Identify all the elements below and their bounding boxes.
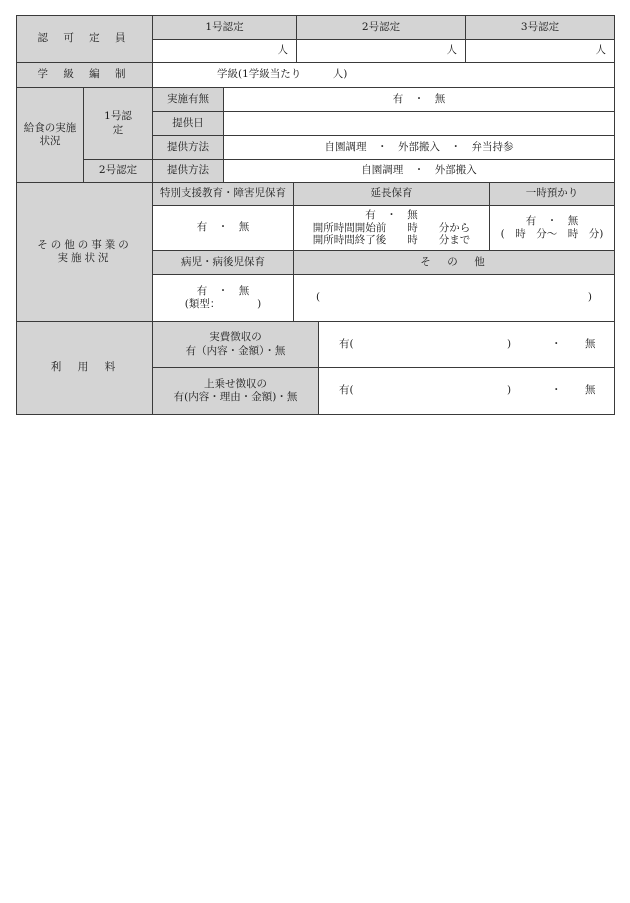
meal-method2-value[interactable]: 自園調理 ・ 外部搬入 (223, 159, 615, 183)
misc-label: そ の 他 (293, 250, 615, 275)
capacity-col3-header: 3号認定 (465, 15, 615, 40)
actual-cost-value[interactable] (318, 321, 615, 368)
meal-implemented-label: 実施有無 (152, 87, 224, 112)
sick-child-care-type: (類型： ) (184, 298, 262, 310)
actual-cost-label-line2: 有（内容・金額）・無 (185, 344, 286, 357)
meal-cert1-label (83, 87, 153, 160)
facility-info-table (16, 15, 615, 415)
misc-value[interactable] (293, 274, 615, 322)
actual-cost-dot: ・ (551, 337, 562, 350)
other-services-text: その他の事業の実施状況 (37, 238, 132, 264)
temporary-care-hours: ( 時 分～ 時 分) (500, 228, 604, 240)
actual-cost-none: 無 (585, 337, 596, 350)
sick-child-care-value[interactable] (152, 274, 294, 322)
extended-care-availability: 有 ・ 無 (365, 209, 418, 222)
capacity-label: 認 可 定 員 (16, 15, 153, 63)
extended-care-value[interactable] (293, 205, 490, 251)
meal-cert1-text: 1号認定 (104, 110, 132, 136)
misc-open-paren: ( (316, 291, 321, 304)
class-org-label: 学 級 編 制 (16, 62, 153, 88)
meal-cert2-label: 2号認定 (83, 159, 153, 183)
capacity-col1-value[interactable]: 人 (152, 39, 297, 63)
meal-method2-label: 提供方法 (152, 159, 224, 183)
actual-cost-close: ) (507, 337, 512, 350)
extra-fee-dot: ・ (551, 384, 562, 397)
extended-care-label: 延長保育 (293, 182, 490, 206)
extra-fee-close: ) (507, 384, 512, 397)
misc-close-paren: ) (587, 291, 592, 304)
class-org-text: 学級(1学級当たり 人) (217, 68, 348, 81)
actual-cost-label-line1: 実費徴収の (209, 331, 262, 344)
actual-cost-label (152, 321, 319, 368)
sick-child-care-availability: 有 ・ 無 (196, 284, 250, 297)
extended-care-end: 開所時間終了後 時 分まで (312, 234, 471, 247)
class-org-value[interactable] (152, 62, 615, 88)
fee-label: 利 用 料 (16, 321, 153, 415)
extended-care-start: 開所時間開始前 時 分から (312, 221, 471, 234)
meal-days-value[interactable] (223, 111, 615, 136)
temporary-care-label: 一時預かり (489, 182, 615, 206)
meal-method1-value[interactable]: 自園調理 ・ 外部搬入 ・ 弁当持参 (223, 135, 615, 160)
temporary-care-value[interactable] (489, 205, 615, 251)
extra-fee-open: 有( (339, 384, 354, 397)
extra-fee-label-line1: 上乗せ徴収の (204, 377, 267, 390)
meal-label (16, 87, 84, 183)
extra-fee-label-line2: 有(内容・理由・金額)・無 (173, 391, 298, 403)
capacity-col2-header: 2号認定 (296, 15, 466, 40)
sick-child-care-label: 病児・病後児保育 (152, 250, 294, 275)
capacity-col2-value[interactable]: 人 (296, 39, 466, 63)
extra-fee-value[interactable] (318, 367, 615, 415)
meal-label-text: 給食の実施状況 (23, 121, 77, 147)
capacity-col3-value[interactable]: 人 (465, 39, 615, 63)
meal-days-label: 提供日 (152, 111, 224, 136)
capacity-col1-header: 1号認定 (152, 15, 297, 40)
special-support-label: 特別支援教育・障害児保育 (152, 182, 294, 206)
special-support-value[interactable]: 有 ・ 無 (152, 205, 294, 251)
extra-fee-label (152, 367, 319, 415)
extra-fee-none: 無 (585, 384, 596, 397)
meal-method1-label: 提供方法 (152, 135, 224, 160)
temporary-care-availability: 有 ・ 無 (525, 214, 579, 227)
actual-cost-open: 有( (339, 337, 354, 350)
meal-implemented-value[interactable]: 有 ・ 無 (223, 87, 615, 112)
other-services-label (16, 182, 153, 322)
